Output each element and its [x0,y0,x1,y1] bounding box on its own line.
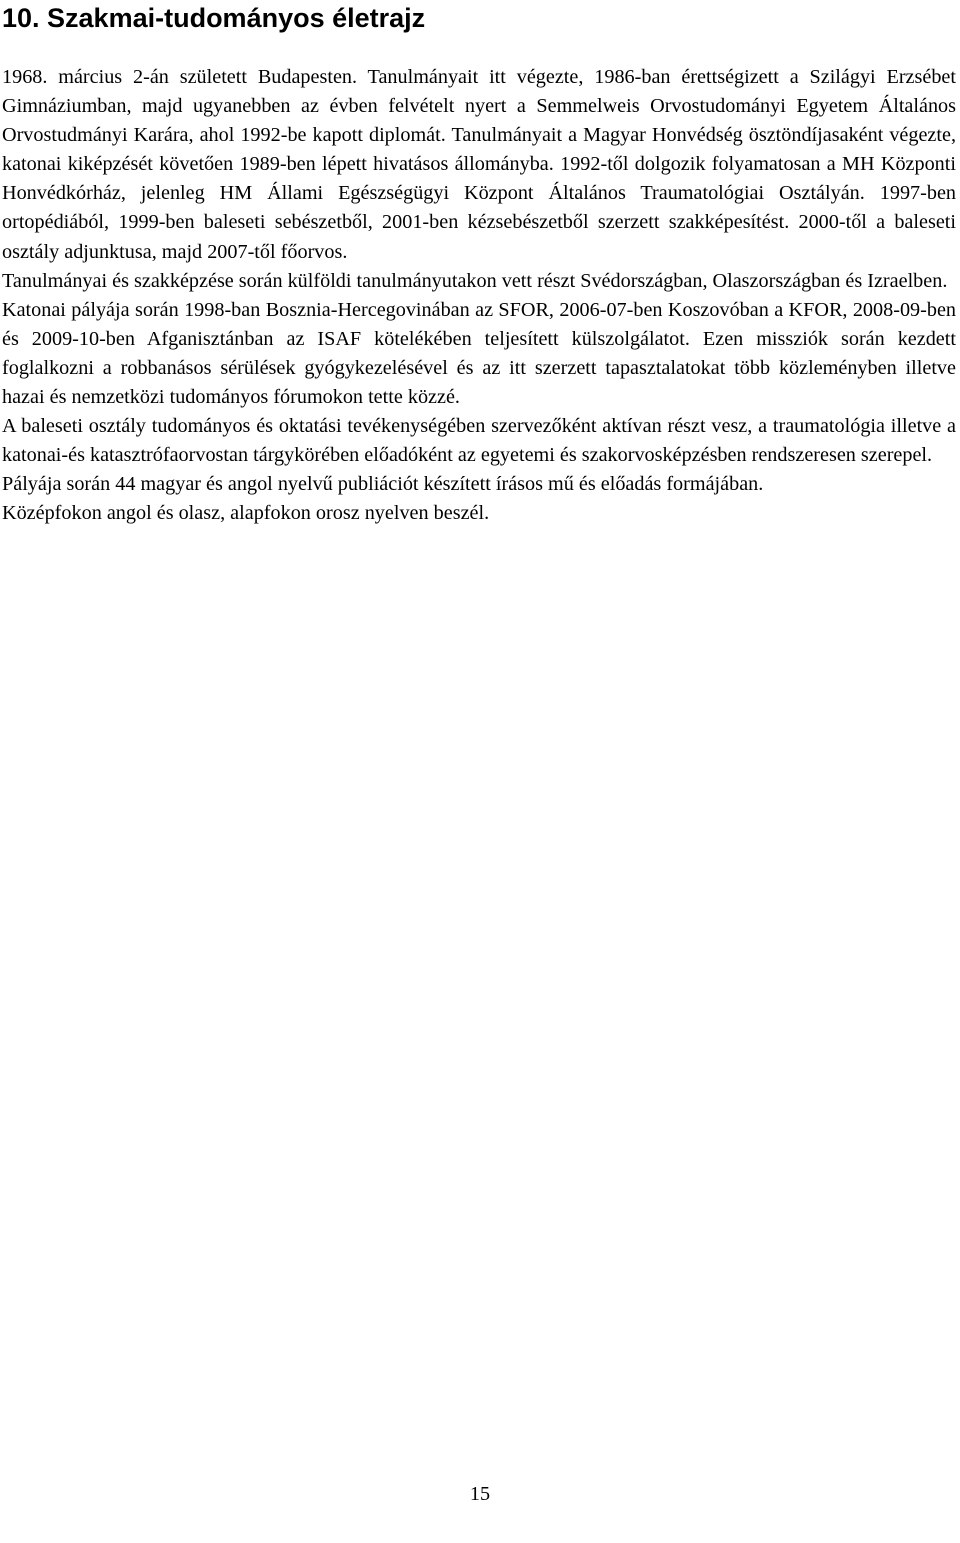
document-body [2,63,956,529]
page-number: 15 [469,1483,491,1505]
paragraph-biography: 1968. március 2-án született Budapesten. Tanulmányait itt végezte, 1986-ban érettségizett a Szilágyi Erzsébet Gimnáziumban, majd ugyanebben az évben felvételt nyert a Semmelweis Orvostudományi Egyetem Általános Orvostudmányi Karára, ahol 1992-be kapott diplomát. Tanulmányait a Magyar Honvédség ösztöndíjasaként végezte, katonai kiképzését követően 1989-ben lépett hivatásos állományba. 1992-től dolgozik folyamatosan a MH Központi Honvédkórház, jelenleg HM Állami Egészségügyi Központ Általános Traumatológiai Osztályán. 1997-ben ortopédiából, 1999-ben baleseti sebészetből, 2001-ben kézsebészetből szerzett szakképesítést. 2000-től a baleseti osztály adjunktusa, majd 2007-től főorvos. [2,66,956,263]
paragraph-languages: Középfokon angol és olasz, alapfokon orosz nyelven beszél. [2,502,490,525]
paragraph-academic-activity: A baleseti osztály tudományos és oktatási tevékenységében szervezőként aktívan részt vesz, a traumatológia illetve a katonai-és katasztrófaorvostan tárgykörében előadóként az egyetemi és szakorvosképzésben rendszeresen szerepel. [2,415,956,467]
paragraph-publications: Pályája során 44 magyar és angol nyelvű publiációt készített írásos mű és előadás formájában. [2,473,764,496]
paragraph-military-career: Katonai pályája során 1998-ban Bosznia-Hercegovinában az SFOR, 2006-07-ben Koszovóban a KFOR, 2008-09-ben és 2009-10-ben Afganisztánban az ISAF kötelékében teljesített külszolgálatot. Ezen missziók során kezdett foglalkozni a robbanásos sérülések gyógykezelésével és az itt szerzett tapasztalatokat több közleményben illetve hazai és nemzetközi tudományos fórumokon tette közzé. [2,298,956,409]
paragraph-study-trips: Tanulmányai és szakképzése során külföldi tanulmányutakon vett részt Svédországban, Olaszországban és Izraelben. [2,269,948,292]
page-title: 10. Szakmai-tudományos életrajz [2,3,426,33]
